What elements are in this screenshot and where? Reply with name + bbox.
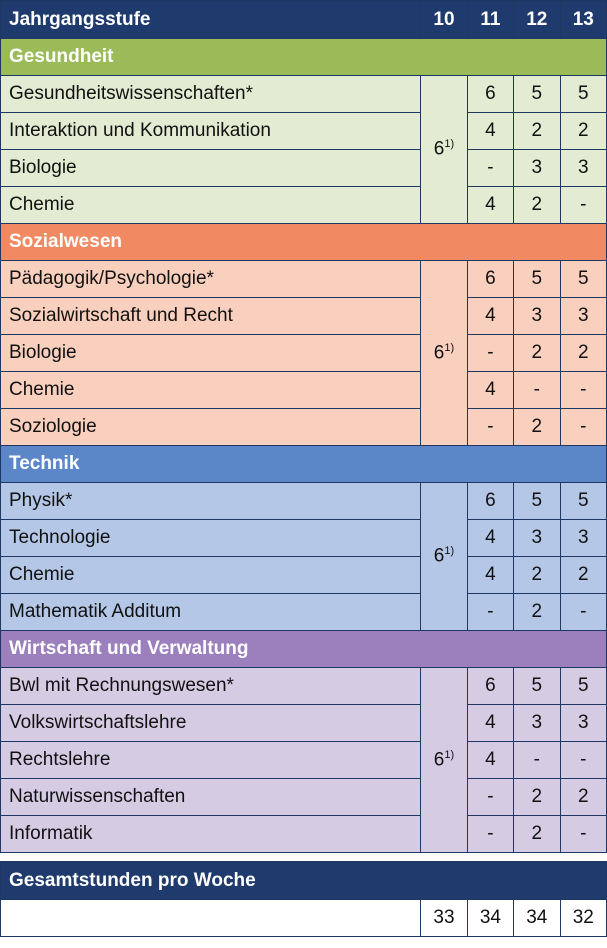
subject-name: Sozialwirtschaft und Recht [1, 298, 421, 335]
subject-name: Volkswirtschaftslehre [1, 705, 421, 742]
subject-row [1, 372, 607, 409]
grade10-hours [421, 261, 467, 446]
subject-name: Interaktion und Kommunikation [1, 113, 421, 150]
hours-11: - [467, 779, 513, 816]
hours-13: 2 [560, 113, 606, 150]
grade10-hours [421, 483, 467, 631]
hours-11: 4 [467, 705, 513, 742]
subject-row [1, 668, 607, 705]
subject-name: Mathematik Additum [1, 594, 421, 631]
header-year-12: 12 [514, 1, 560, 39]
hours-12: 2 [514, 187, 560, 224]
subject-name: Chemie [1, 557, 421, 594]
subject-row [1, 705, 607, 742]
hours-11: 6 [467, 483, 513, 520]
subject-name: Soziologie [1, 409, 421, 446]
hours-11: 4 [467, 113, 513, 150]
hours-11: - [467, 816, 513, 853]
hours-11: - [467, 409, 513, 446]
hours-11: 6 [467, 261, 513, 298]
subject-row [1, 298, 607, 335]
subject-name: Informatik [1, 816, 421, 853]
total-empty-cell [1, 900, 421, 937]
grade10-value: 6 [433, 138, 445, 160]
subject-row [1, 742, 607, 779]
hours-12: 5 [514, 261, 560, 298]
subject-name: Chemie [1, 372, 421, 409]
subject-row [1, 594, 607, 631]
subject-name: Rechtslehre [1, 742, 421, 779]
hours-11: - [467, 150, 513, 187]
hours-13: 2 [560, 335, 606, 372]
hours-11: - [467, 594, 513, 631]
total-values-row [1, 900, 607, 937]
hours-12: 5 [514, 76, 560, 113]
total-section [1, 853, 607, 937]
header-year-10: 10 [421, 1, 467, 39]
subject-name: Technologie [1, 520, 421, 557]
hours-12: 2 [514, 816, 560, 853]
group-gesundheit [1, 39, 607, 224]
hours-12: 3 [514, 520, 560, 557]
hours-11: 4 [467, 742, 513, 779]
footnote-marker: 1) [444, 748, 455, 761]
category-row [1, 631, 607, 668]
subject-name: Chemie [1, 187, 421, 224]
grade10-value: 6 [433, 342, 445, 364]
subject-row [1, 76, 607, 113]
subject-row [1, 520, 607, 557]
hours-11: 6 [467, 668, 513, 705]
hours-13: 3 [560, 298, 606, 335]
total-value-11: 34 [467, 900, 513, 937]
group-sozial [1, 224, 607, 446]
hours-12: 2 [514, 779, 560, 816]
hours-11: 6 [467, 76, 513, 113]
hours-13: 3 [560, 520, 606, 557]
hours-11: 4 [467, 187, 513, 224]
header-label: Jahrgangsstufe [1, 1, 421, 39]
hours-13: - [560, 409, 606, 446]
hours-13: 5 [560, 483, 606, 520]
hours-12: 2 [514, 557, 560, 594]
category-row [1, 39, 607, 76]
category-title: Gesundheit [1, 39, 607, 76]
hours-11: 4 [467, 557, 513, 594]
subject-row [1, 261, 607, 298]
category-title: Technik [1, 446, 607, 483]
hours-13: - [560, 187, 606, 224]
hours-13: 3 [560, 150, 606, 187]
header-row [1, 1, 607, 39]
category-title: Sozialwesen [1, 224, 607, 261]
subject-row [1, 335, 607, 372]
hours-12: 3 [514, 705, 560, 742]
subject-row [1, 409, 607, 446]
subject-row [1, 779, 607, 816]
subject-row [1, 483, 607, 520]
header-year-13: 13 [560, 1, 606, 39]
hours-12: - [514, 742, 560, 779]
subject-row [1, 113, 607, 150]
total-header-row [1, 862, 607, 900]
hours-12: 2 [514, 113, 560, 150]
category-row [1, 446, 607, 483]
subject-name: Biologie [1, 150, 421, 187]
total-value-13: 32 [560, 900, 606, 937]
grade10-value: 6 [433, 749, 445, 771]
group-technik [1, 446, 607, 631]
footnote-marker: 1) [444, 341, 455, 354]
subject-row [1, 557, 607, 594]
total-value-12: 34 [514, 900, 560, 937]
hours-13: - [560, 372, 606, 409]
hours-13: - [560, 742, 606, 779]
hours-11: 4 [467, 298, 513, 335]
subject-row [1, 816, 607, 853]
group-wirtschaft [1, 631, 607, 853]
subject-row [1, 150, 607, 187]
subject-row [1, 187, 607, 224]
hours-13: - [560, 816, 606, 853]
hours-12: 2 [514, 335, 560, 372]
hours-12: 5 [514, 668, 560, 705]
hours-12: 3 [514, 150, 560, 187]
total-value-10: 33 [421, 900, 467, 937]
subject-name: Naturwissenschaften [1, 779, 421, 816]
hours-13: 5 [560, 261, 606, 298]
hours-13: 2 [560, 779, 606, 816]
hours-11: - [467, 335, 513, 372]
category-title: Wirtschaft und Verwaltung [1, 631, 607, 668]
grade10-value: 6 [433, 545, 445, 567]
hours-12: 5 [514, 483, 560, 520]
hours-13: 5 [560, 76, 606, 113]
subject-name: Bwl mit Rechnungswesen* [1, 668, 421, 705]
hours-13: 2 [560, 557, 606, 594]
hours-13: 5 [560, 668, 606, 705]
footnote-marker: 1) [444, 138, 455, 151]
total-label: Gesamtstunden pro Woche [1, 862, 607, 900]
hours-13: 3 [560, 705, 606, 742]
subject-name: Pädagogik/Psychologie* [1, 261, 421, 298]
hours-13: - [560, 594, 606, 631]
hours-11: 4 [467, 372, 513, 409]
header-year-11: 11 [467, 1, 513, 39]
grade10-hours [421, 668, 467, 853]
hours-12: 2 [514, 409, 560, 446]
footnote-marker: 1) [444, 545, 455, 558]
subject-name: Biologie [1, 335, 421, 372]
hours-12: 2 [514, 594, 560, 631]
subject-name: Physik* [1, 483, 421, 520]
hours-11: 4 [467, 520, 513, 557]
subject-name: Gesundheitswissenschaften* [1, 76, 421, 113]
hours-12: - [514, 372, 560, 409]
category-row [1, 224, 607, 261]
grade10-hours [421, 76, 467, 224]
hours-12: 3 [514, 298, 560, 335]
